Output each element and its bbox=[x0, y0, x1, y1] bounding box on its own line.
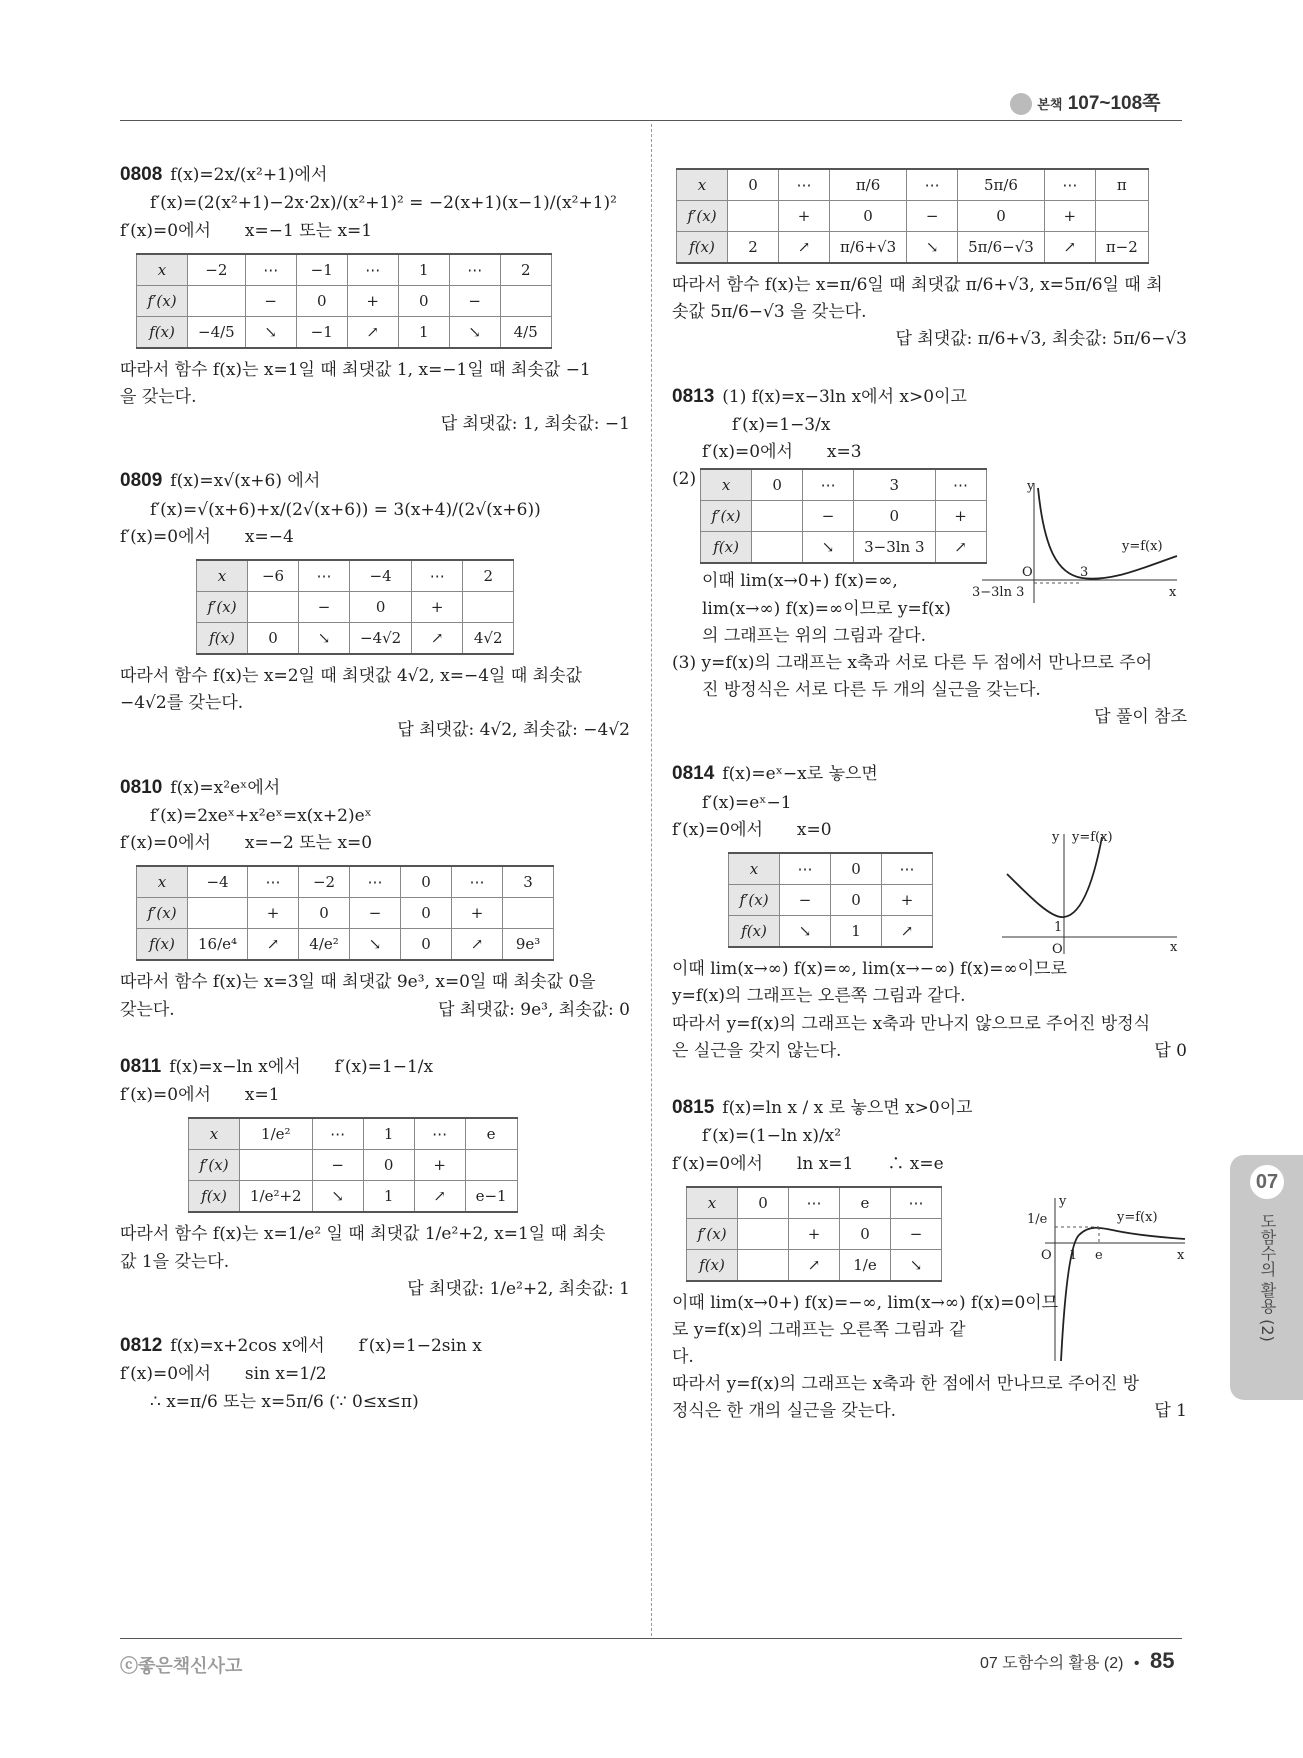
answer: 답 최댓값: 4√2, 최솟값: −4√2 bbox=[397, 720, 630, 741]
min-x-label: 3 bbox=[1080, 564, 1089, 580]
problem-0812-continued bbox=[672, 168, 1187, 354]
answer: 답 최댓값: π/6+√3, 최솟값: 5π/6−√3 bbox=[895, 329, 1187, 350]
math-line: f′(x)=1−3/x bbox=[732, 414, 831, 435]
problem-number: 0809 bbox=[120, 470, 163, 492]
variation-table: x −4 ⋯ −2 ⋯ 0 ⋯ 3 f′(x) + 0 − 0 + f(x) 16/e⁴ ↗ 4/e² ↘ 0 ↗ 9e³ bbox=[136, 865, 554, 961]
text-line: 따라서 함수 f(x)는 x=1일 때 최댓값 1, x=−1일 때 최솟값 −1 bbox=[120, 359, 591, 380]
math-line: f′(x)=0에서 x=3 bbox=[702, 442, 862, 463]
min-value-label: 3−3ln 3 bbox=[972, 584, 1025, 600]
problem-0810 bbox=[120, 773, 630, 1024]
math-line: f(x)=eˣ−x로 놓으면 bbox=[722, 764, 878, 785]
text-line: 따라서 y=f(x)의 그래프는 x축과 한 점에서 만나므로 주어진 방 bbox=[672, 1374, 1140, 1395]
math-line: f′(x)=0에서 x=0 bbox=[672, 820, 832, 841]
origin-label: O bbox=[1022, 564, 1033, 580]
max-value-label: 1/e bbox=[1027, 1211, 1048, 1227]
problem-0815 bbox=[672, 1093, 1187, 1426]
variation-table: x −6 ⋯ −4 ⋯ 2 f′(x) − 0 + f(x) 0 ↘ −4√2 ↗ 4√2 bbox=[196, 559, 514, 655]
math-line: f(x)=x√(x+6) 에서 bbox=[170, 471, 321, 492]
text-line: 솟값 5π/6−√3 을 갖는다. bbox=[672, 302, 867, 323]
text-line: 값 1을 갖는다. bbox=[120, 1251, 230, 1272]
problem-number: 0811 bbox=[120, 1055, 162, 1077]
math-line: f′(x)=(1−ln x)/x² bbox=[702, 1126, 842, 1147]
problem-number: 0810 bbox=[120, 776, 163, 798]
text-line: 이때 lim(x→0+) f(x)=∞, bbox=[702, 571, 898, 592]
variation-table: x 1/e² ⋯ 1 ⋯ e f′(x) − 0 + f(x) 1/e²+2 ↘ 1 ↗ e−1 bbox=[188, 1117, 518, 1213]
text-line: 을 갖는다. bbox=[120, 386, 197, 407]
footer-rule bbox=[120, 1638, 1182, 1639]
text-line: lim(x→∞) f(x)=∞이므로 y=f(x) bbox=[702, 598, 951, 619]
x-intercept-label: 1 bbox=[1069, 1247, 1078, 1263]
variation-table: x ⋯ 0 ⋯ f′(x) − 0 + f(x) ↘ 1 ↗ bbox=[728, 852, 933, 948]
text-line: 갖는다. bbox=[120, 999, 175, 1020]
problem-0808 bbox=[120, 160, 630, 438]
text-line: y=f(x)의 그래프는 오른쪽 그림과 같다. bbox=[672, 986, 966, 1007]
x-axis-label: x bbox=[1177, 1247, 1185, 1263]
column-divider bbox=[651, 124, 652, 1636]
page-number: 85 bbox=[1149, 1648, 1175, 1673]
problem-0814 bbox=[672, 759, 1187, 1065]
math-line: f′(x)=0에서 ln x=1 ∴ x=e bbox=[672, 1153, 944, 1174]
origin-label: O bbox=[1052, 942, 1063, 958]
problem-number: 0814 bbox=[672, 763, 715, 785]
origin-label: O bbox=[1041, 1247, 1052, 1263]
answer: 답 1 bbox=[1154, 1401, 1187, 1422]
text-line: 다. bbox=[672, 1347, 694, 1368]
text-line: 정식은 한 개의 실근을 갖는다. bbox=[672, 1401, 897, 1422]
math-line: f′(x)=0에서 x=−1 또는 x=1 bbox=[120, 220, 373, 241]
math-line: f′(x)=0에서 sin x=1/2 bbox=[120, 1364, 327, 1385]
header-page-ref bbox=[1010, 88, 1161, 115]
math-line: f(x)=2x/(x²+1)에서 bbox=[170, 165, 328, 185]
math-line: f(x)=x+2cos x에서 f′(x)=1−2sin x bbox=[170, 1335, 482, 1356]
text-line: 의 그래프는 위의 그림과 같다. bbox=[702, 625, 927, 646]
math-line: f′(x)=√(x+6)+x/(2√(x+6)) = 3(x+4)/(2√(x+6)) bbox=[150, 499, 541, 520]
footer-bullet: • bbox=[1133, 1655, 1140, 1672]
math-line: f′(x)=0에서 x=1 bbox=[120, 1085, 280, 1106]
page-range: 107~108쪽 bbox=[1067, 93, 1161, 114]
text-line: −4√2를 갖는다. bbox=[120, 693, 244, 714]
text-line: 따라서 함수 f(x)는 x=π/6일 때 최댓값 π/6+√3, x=5π/6일 때 최 bbox=[672, 275, 1163, 295]
answer: 답 최댓값: 1, 최솟값: −1 bbox=[440, 414, 630, 435]
text-line: 따라서 함수 f(x)는 x=1/e² 일 때 최댓값 1/e²+2, x=1일 때 최솟 bbox=[120, 1224, 606, 1245]
curve-label: y=f(x) bbox=[1122, 538, 1163, 554]
math-line: (1) f(x)=x−3ln x에서 x>0이고 bbox=[722, 386, 967, 407]
variation-table: x 0 ⋯ e ⋯ f′(x) + 0 − f(x) ↗ 1/e ↘ bbox=[686, 1186, 942, 1282]
e-label: e bbox=[1095, 1247, 1103, 1263]
problem-0811 bbox=[120, 1052, 630, 1303]
chapter-number: 07 bbox=[1250, 1165, 1284, 1199]
problem-number: 0808 bbox=[120, 164, 163, 185]
y-axis-label: y bbox=[1052, 830, 1060, 846]
text-line: 은 실근을 갖지 않는다. bbox=[672, 1040, 842, 1061]
y-intercept-label: 1 bbox=[1054, 920, 1063, 936]
x-axis-label: x bbox=[1169, 584, 1177, 600]
answer: 답 풀이 참조 bbox=[1094, 707, 1187, 728]
math-line: f′(x)=2xeˣ+x²eˣ=x(x+2)eˣ bbox=[150, 806, 372, 827]
publisher-logo: ⓒ좋은책신사고 bbox=[120, 1656, 243, 1676]
problem-0812 bbox=[120, 1331, 630, 1416]
variation-table: x 0 ⋯ π/6 ⋯ 5π/6 ⋯ π f′(x) + 0 − 0 + f(x) 2 ↗ π/6+√3 ↘ 5π/6−√3 ↗ π−2 bbox=[676, 168, 1149, 264]
curve-label: y=f(x) bbox=[1117, 1209, 1158, 1225]
text-line: 로 y=f(x)의 그래프는 오른쪽 그림과 같 bbox=[672, 1319, 966, 1340]
text-line: 따라서 함수 f(x)는 x=2일 때 최댓값 4√2, x=−4일 때 최솟값 bbox=[120, 666, 582, 687]
graph-0815 bbox=[1027, 1193, 1187, 1363]
math-line: ∴ x=π/6 또는 x=5π/6 (∵ 0≤x≤π) bbox=[150, 1391, 419, 1412]
graph-0814 bbox=[1002, 829, 1182, 959]
problem-number: 0813 bbox=[672, 385, 715, 407]
text-line: 따라서 함수 f(x)는 x=3일 때 최댓값 9e³, x=0일 때 최솟값 0을 bbox=[120, 972, 596, 993]
variation-table: x 0 ⋯ 3 ⋯ f′(x) − 0 + f(x) ↘ 3−3ln 3 ↗ bbox=[700, 468, 986, 564]
math-line: f′(x)=0에서 x=−2 또는 x=0 bbox=[120, 833, 373, 854]
left-column bbox=[120, 160, 630, 1444]
part-label: (2) bbox=[672, 469, 697, 490]
answer: 답 최댓값: 9e³, 최솟값: 0 bbox=[438, 999, 630, 1020]
math-line: f(x)=x−ln x에서 f′(x)=1−1/x bbox=[169, 1056, 434, 1077]
chapter-side-tab bbox=[1230, 1155, 1303, 1400]
problem-0813 bbox=[672, 382, 1187, 732]
text-line: 이때 lim(x→0+) f(x)=−∞, lim(x→∞) f(x)=0이므 bbox=[672, 1292, 1059, 1313]
text-line: 진 방정식은 서로 다른 두 개의 실근을 갖는다. bbox=[702, 680, 1041, 701]
math-line: f(x)=ln x / x 로 놓으면 x>0이고 bbox=[722, 1097, 973, 1118]
math-line: f′(x)=(2(x²+1)−2x·2x)/(x²+1)² = −2(x+1)(x−1)/(x²+1)² bbox=[150, 193, 617, 214]
math-line: f′(x)=0에서 x=−4 bbox=[120, 526, 294, 547]
chapter-title: 도함수의 활용 (2) bbox=[1258, 1213, 1277, 1342]
book-label: 본책 bbox=[1037, 97, 1063, 112]
footer-chapter: 07 도함수의 활용 (2) bbox=[980, 1655, 1124, 1672]
problem-number: 0812 bbox=[120, 1334, 163, 1356]
variation-table: x −2 ⋯ −1 ⋯ 1 ⋯ 2 f′(x) − 0 + 0 − f(x) −4/5 ↘ −1 ↗ 1 ↘ 4/5 bbox=[136, 253, 552, 349]
math-line: f′(x)=eˣ−1 bbox=[702, 792, 792, 813]
header-rule bbox=[120, 120, 1182, 121]
answer: 답 0 bbox=[1154, 1040, 1187, 1061]
return-arrow-icon bbox=[1010, 93, 1032, 115]
text-line: (3) y=f(x)의 그래프는 x축과 서로 다른 두 점에서 만나므로 주어 bbox=[672, 652, 1153, 673]
curve-label: y=f(x) bbox=[1072, 830, 1113, 846]
y-axis-label: y bbox=[1027, 478, 1035, 494]
text-line: 따라서 y=f(x)의 그래프는 x축과 만나지 않으므로 주어진 방정식 bbox=[672, 1013, 1151, 1034]
problem-number: 0815 bbox=[672, 1096, 715, 1118]
right-column bbox=[672, 160, 1187, 1454]
y-axis-label: y bbox=[1059, 1193, 1067, 1209]
x-axis-label: x bbox=[1170, 940, 1178, 956]
problem-0809 bbox=[120, 466, 630, 744]
graph-0813 bbox=[972, 478, 1182, 608]
answer: 답 최댓값: 1/e²+2, 최솟값: 1 bbox=[407, 1278, 630, 1299]
math-line: f(x)=x²eˣ에서 bbox=[170, 777, 281, 798]
text-line: 이때 lim(x→∞) f(x)=∞, lim(x→−∞) f(x)=∞이므로 bbox=[672, 959, 1067, 980]
footer-page-info bbox=[980, 1648, 1174, 1674]
